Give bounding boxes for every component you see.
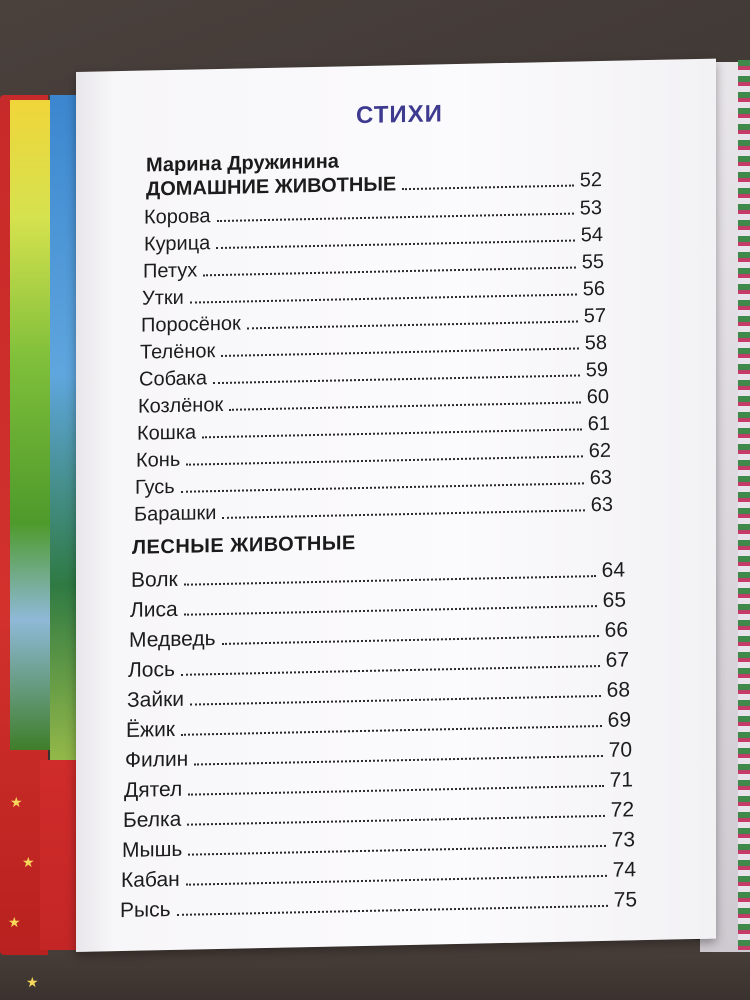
toc-item-title: Утки <box>142 286 184 310</box>
page-number: 69 <box>607 708 631 732</box>
leader-dots <box>221 347 578 356</box>
page-number: 72 <box>610 798 634 822</box>
leader-dots <box>181 665 600 676</box>
star-icon: ★ <box>8 915 21 931</box>
toc-item-title: Дятел <box>124 777 183 802</box>
toc-item-title: Козлёнок <box>138 393 224 418</box>
toc-item-title: Курица <box>144 232 211 256</box>
leader-dots <box>184 575 596 586</box>
toc-item-title: Лиса <box>130 597 178 622</box>
page-number: 62 <box>588 439 611 463</box>
toc-item-title: Волк <box>131 567 178 592</box>
toc-item-title: Ёжик <box>126 717 175 742</box>
leader-dots <box>402 185 573 191</box>
leader-dots <box>190 294 577 304</box>
page-number: 60 <box>586 385 609 409</box>
toc-item-title: Барашки <box>134 502 217 526</box>
page-number: 75 <box>613 888 637 912</box>
toc-item-title: Конь <box>136 448 181 472</box>
leader-dots <box>202 428 582 438</box>
leader-dots <box>217 213 574 222</box>
toc-item-title: Телёнок <box>140 340 216 364</box>
page-number: 73 <box>611 828 635 852</box>
leader-dots <box>188 845 605 856</box>
toc-item-title: Корова <box>144 205 211 229</box>
page-number: 59 <box>585 358 608 382</box>
page-number: 71 <box>609 768 633 792</box>
leader-dots <box>177 905 608 916</box>
page-number: 53 <box>579 196 602 220</box>
page-number: 74 <box>612 858 636 882</box>
leader-dots <box>190 695 601 706</box>
toc-item-title: Филин <box>125 747 189 772</box>
page-number: 63 <box>590 493 613 517</box>
page-number: 64 <box>601 558 625 582</box>
leader-dots <box>186 455 583 465</box>
group-title: ДОМАШНИЕ ЖИВОТНЫЕ <box>146 173 397 201</box>
leader-dots <box>194 755 602 766</box>
leader-dots <box>222 635 599 645</box>
cover-red-strip <box>40 760 80 950</box>
toc-item-title: Гусь <box>135 475 175 499</box>
page-number: 65 <box>602 588 626 612</box>
toc-item-title: Зайки <box>127 687 185 712</box>
leader-dots <box>247 320 578 329</box>
page-number: 57 <box>583 304 606 328</box>
page-number: 52 <box>579 168 602 192</box>
star-icon: ★ <box>22 855 35 871</box>
toc-item-title: Рысь <box>120 898 171 923</box>
star-icon: ★ <box>10 795 23 811</box>
page-number: 55 <box>581 250 604 274</box>
toc-item-title: Медведь <box>129 627 216 652</box>
page-number: 58 <box>584 331 607 355</box>
page-number: 70 <box>608 738 632 762</box>
page-number: 56 <box>582 277 605 301</box>
page-number: 66 <box>604 618 628 642</box>
page-number: 67 <box>605 648 629 672</box>
toc-item-title: Кабан <box>121 867 180 893</box>
leader-dots <box>213 374 580 384</box>
leader-dots <box>188 785 603 796</box>
section-title: СТИХИ <box>356 100 443 130</box>
toc-item-title: Петух <box>143 259 198 283</box>
author-name: Марина Дружинина <box>146 150 339 177</box>
page-number: 54 <box>580 223 603 247</box>
leader-dots <box>203 267 576 277</box>
page-number: 68 <box>606 678 630 702</box>
book-cover-right-edge <box>738 60 750 950</box>
leader-dots <box>187 815 604 826</box>
toc-item-title: Белка <box>123 807 182 833</box>
toc-item-title: Поросёнок <box>141 312 241 337</box>
toc-page <box>76 59 716 952</box>
leader-dots <box>184 605 597 616</box>
group-title: ЛЕСНЫЕ ЖИВОТНЫЕ <box>132 532 356 559</box>
leader-dots <box>181 725 602 736</box>
leader-dots <box>222 509 584 519</box>
toc-item-title: Кошка <box>137 421 197 445</box>
leader-dots <box>186 875 607 886</box>
toc-item-title: Мышь <box>122 837 183 863</box>
leader-dots <box>229 401 581 410</box>
star-icon: ★ <box>26 975 39 991</box>
leader-dots <box>181 482 584 492</box>
page-number: 61 <box>587 412 610 436</box>
toc-item-title: Лось <box>128 657 175 682</box>
leader-dots <box>216 240 574 250</box>
toc-item-title: Собака <box>139 367 207 391</box>
cover-illustration <box>10 100 50 750</box>
page-number: 63 <box>589 466 612 490</box>
